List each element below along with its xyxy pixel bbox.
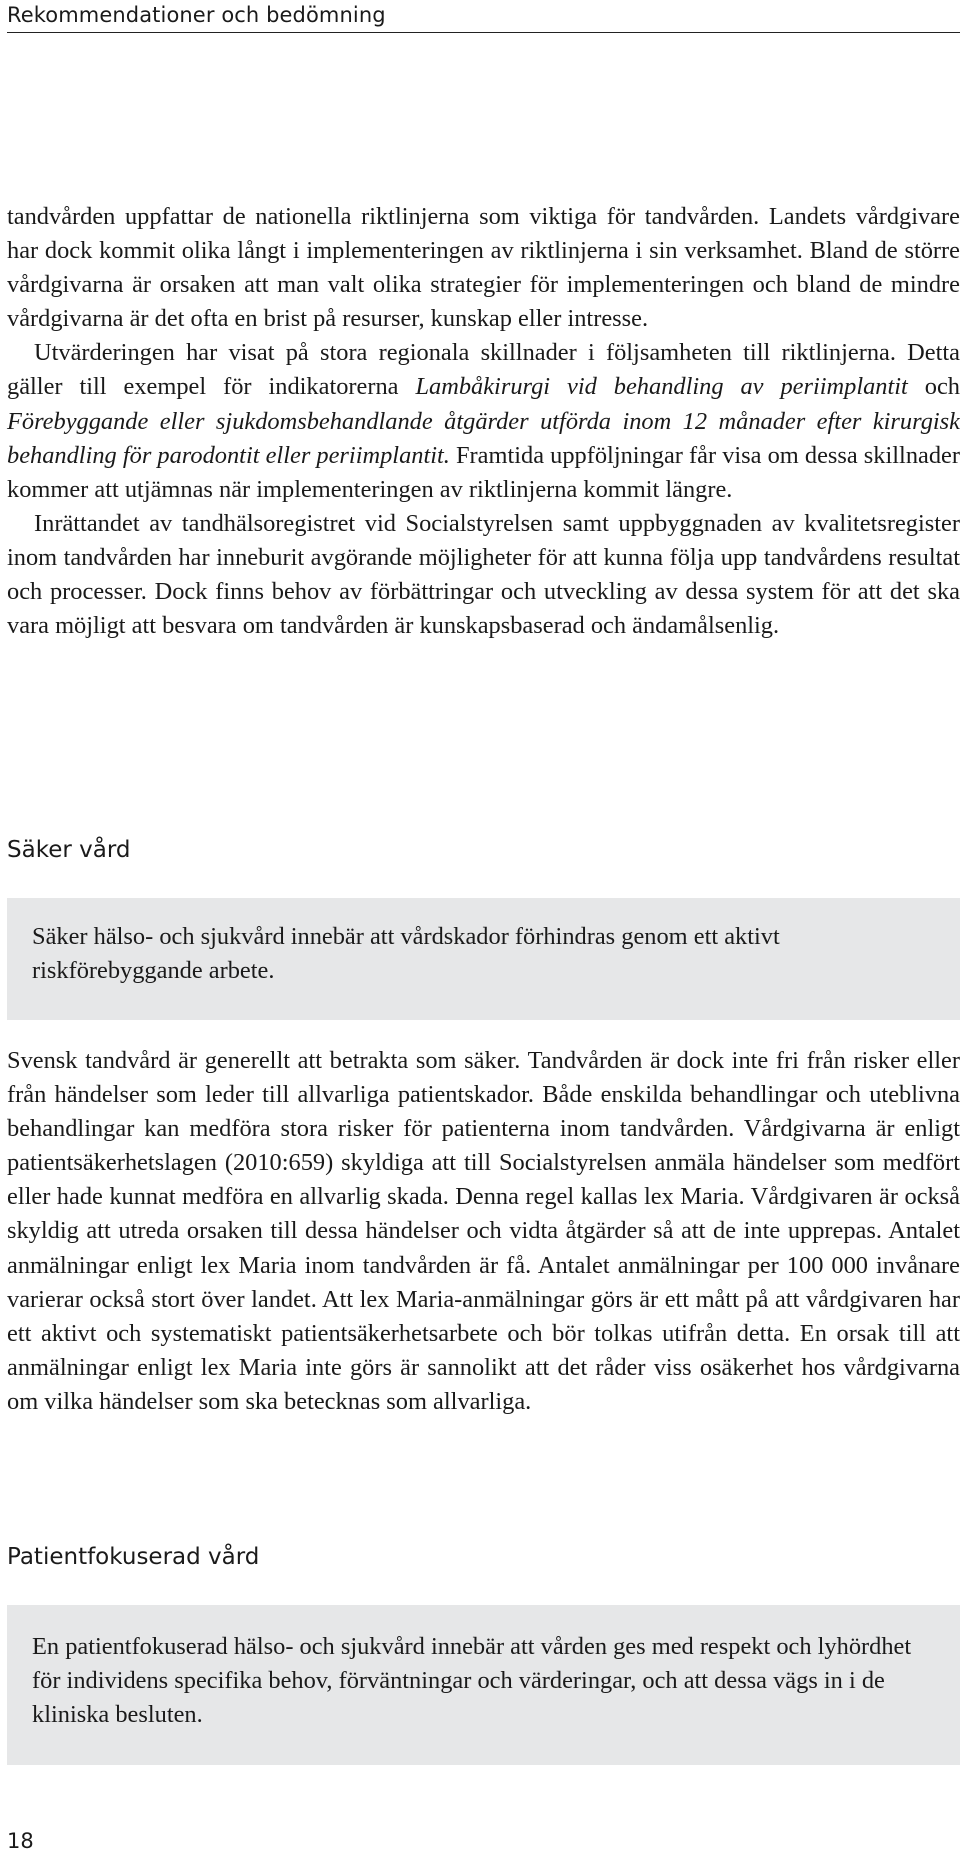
indicator-lambakirurgi: Lambåkirurgi vid behandling av periimplantit: [415, 373, 908, 401]
section-heading-patientfokuserad-vard: Patientfokuserad vård: [7, 1544, 260, 1570]
intro-paragraph-2-end: Framtida uppföljningar får visa om dessa skillnader kommer att utjämnas när implementeringen av riktlinjerna kommit längre.: [7, 441, 960, 503]
callout-patientfokuserad-vard: [7, 1605, 960, 1765]
header-divider: [7, 32, 960, 33]
intro-paragraph-2: [7, 336, 960, 506]
intro-paragraph-3: Inrättandet av tandhälsoregistret vid Socialstyrelsen samt uppbyggnaden av kvalitetsregister inom tandvården har inneburit avgörande möjligheter för att kunna följa upp tandvårdens resultat och processer. Dock finns behov av förbättringar och utveckling av dessa system för att det ska vara möjligt att besvara om tandvården är kunskapsbaserad och ändamålsenlig.: [7, 509, 960, 640]
intro-paragraph-1: tandvården uppfattar de nationella riktlinjerna som viktiga för tandvården. Landets vårdgivare har dock kommit olika långt i implementeringen av riktlinjerna i sin verksamhet. Bland de större vårdgivarna är orsaken att man valt olika strategier för implementeringen och bland de mindre vårdgivarna är det ofta en brist på resurser, kunskap eller intresse.: [7, 203, 960, 333]
intro-paragraph-2-start: Utvärderingen har visat på stora regionala skillnader i följsamheten till riktlinjerna. Detta gäller till exempel för indikatorerna: [7, 339, 960, 401]
saker-vard-body: [7, 1044, 960, 1419]
intro-paragraph-2-och: och: [907, 373, 960, 401]
callout-saker-vard: [7, 898, 960, 1020]
running-header: Rekommendationer och bedömning: [7, 3, 386, 27]
intro-text: [7, 200, 960, 643]
indicator-forebyggande: Förebyggande eller sjukdomsbehandlande åtgärder utförda inom 12 månader efter kirurgisk behandling för parodontit eller periimplantit.: [7, 407, 960, 469]
callout-patientfokuserad-vard-text: En patientfokuserad hälso- och sjukvård innebär att vården ges med respekt och lyhördhet för individens specifika behov, förväntningar och värderingar, och att dessa vägs in i de kliniska besluten.: [32, 1633, 912, 1728]
callout-saker-vard-text: Säker hälso- och sjukvård innebär att vårdskador förhindras genom ett aktivt riskförebyggande arbete.: [32, 923, 780, 984]
page-number: 18: [7, 1829, 34, 1853]
section-heading-saker-vard: Säker vård: [7, 837, 131, 863]
saker-vard-paragraph: Svensk tandvård är generellt att betrakta som säker. Tandvården är dock inte fri från risker eller från händelser som leder till allvarliga patientskador. Både enskilda behandlingar och uteblivna behandlingar kan medföra stora risker för patienterna inom tandvården. Vårdgivarna är enligt patientsäkerhetslagen (2010:659) skyldiga att till Socialstyrelsen anmäla händelser som medfört eller hade kunnat medföra en allvarlig skada. Denna regel kallas lex Maria. Vårdgivaren är också skyldig att utreda orsaken till dessa händelser och vidta åtgärder så att de inte upprepas. Antalet anmälningar enligt lex Maria inom tandvården är få. Antalet anmälningar per 100 000 invånare varierar också stort över landet. Att lex Maria-anmälningar görs är ett mått på att vårdgivaren har ett aktivt och systematiskt patientsäkerhetsarbete och bör tolkas utifrån detta. En orsak till att anmälningar enligt lex Maria inte görs är sannolikt att det råder viss osäkerhet hos vårdgivarna om vilka händelser som ska betecknas som allvarliga.: [7, 1047, 960, 1415]
